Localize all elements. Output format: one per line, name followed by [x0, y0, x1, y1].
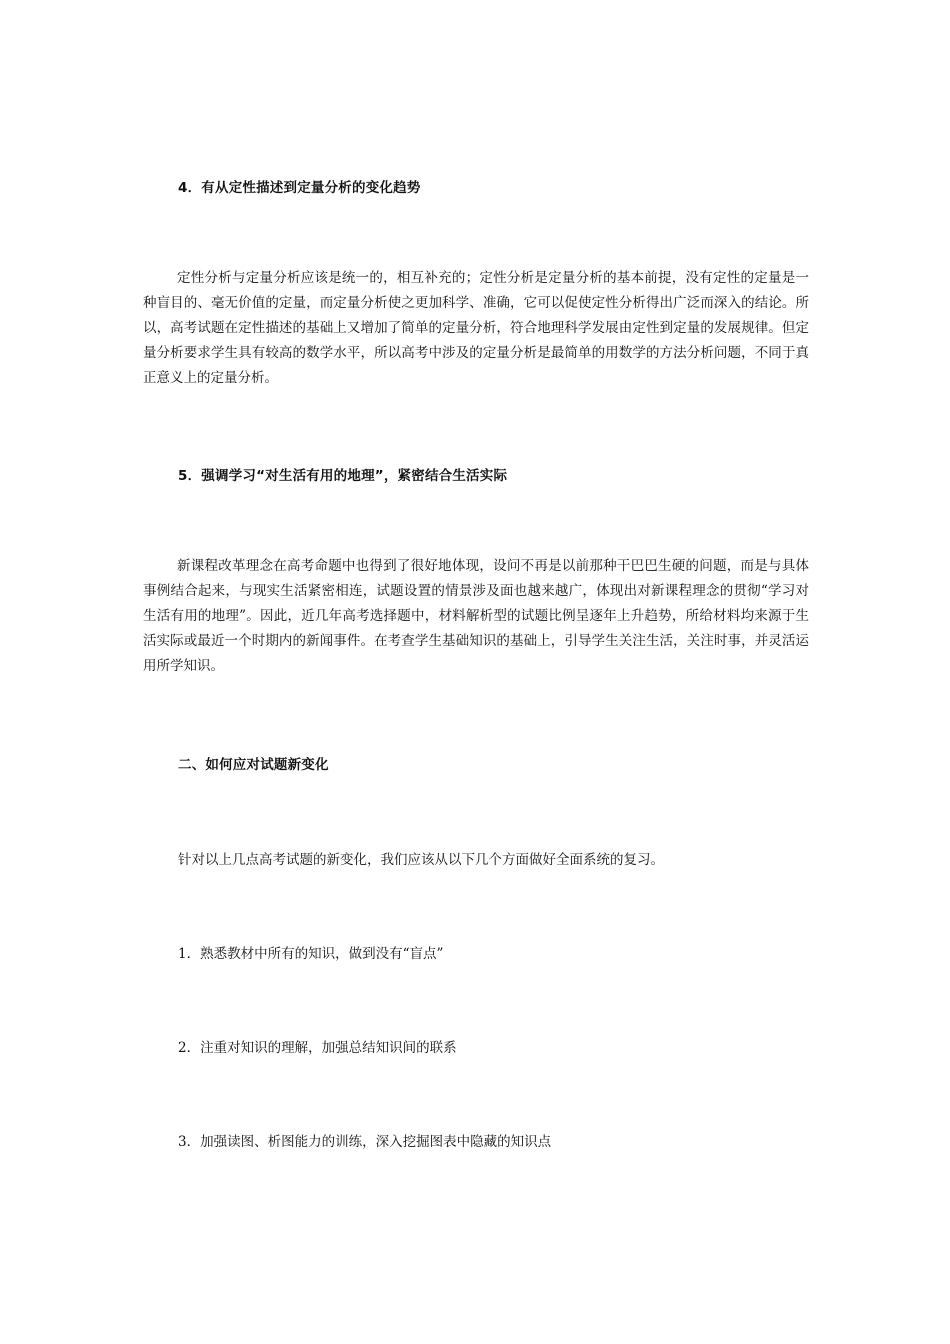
- part-2-heading: 二、如何应对试题新变化: [178, 757, 329, 773]
- section-5-paragraph: 新课程改革理念在高考命题中也得到了很好地体现，设问不再是以前那种干巴巴生硬的问题，而是与具体事例结合起来，与现实生活紧密相连，试题设置的情景涉及面也越来越广，体现出对新课程理念的贯彻“学习对生活有用的地理”。因此，近几年高考选择题中，材料解析型的试题比例呈逐年上升趋势，所给材料均来源于生活实际或最近一个时期内的新闻事件。在考查学生基础知识的基础上，引导学生关注生活，关注时事，并灵活运用所学知识。: [143, 558, 809, 674]
- list-item-2: 2．注重对知识的理解，加强总结知识间的联系: [178, 1040, 457, 1056]
- section-4-paragraph: 定性分析与定量分析应该是统一的，相互补充的；定性分析是定量分析的基本前提，没有定性的定量是一种盲目的、毫无价值的定量，而定量分析使之更加科学、准确，它可以促使定性分析得出广泛而深入的结论。所以，高考试题在定性描述的基础上又增加了简单的定量分析，符合地理科学发展由定性到定量的发展规律。但定量分析要求学生具有较高的数学水平，所以高考中涉及的定量分析是最简单的用数学的方法分析问题，不同于真正意义上的定量分析。: [143, 270, 809, 386]
- part-2-intro: 针对以上几点高考试题的新变化，我们应该从以下几个方面做好全面系统的复习。: [178, 852, 664, 868]
- section-4-heading: 4．有从定性描述到定量分析的变化趋势: [178, 180, 421, 196]
- section-5-heading: 5．强调学习“对生活有用的地理”，紧密结合生活实际: [178, 468, 508, 484]
- list-item-3: 3．加强读图、析图能力的训练，深入挖掘图表中隐藏的知识点: [178, 1134, 552, 1150]
- list-item-1: 1．熟悉教材中所有的知识，做到没有“盲点”: [178, 946, 444, 962]
